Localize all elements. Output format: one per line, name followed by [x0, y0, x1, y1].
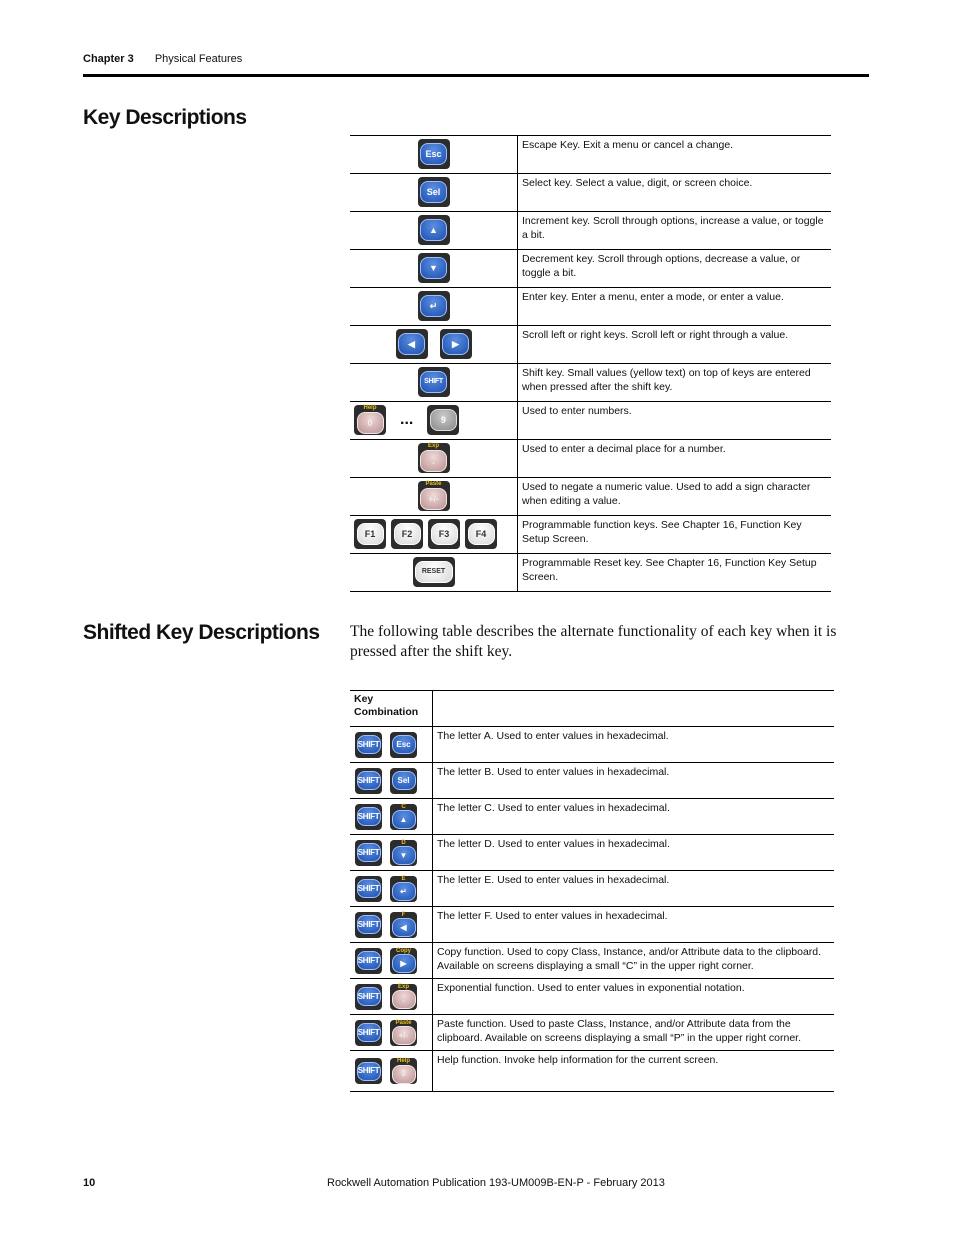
description-cell: Used to enter numbers.	[518, 402, 832, 440]
f2-key-icon: F2	[391, 519, 423, 549]
shift-key-icon: SHIFT	[355, 984, 382, 1010]
plus-minus-key-icon: Paste +/-	[390, 1020, 417, 1046]
table-row	[350, 799, 834, 835]
description-cell: Copy function. Used to copy Class, Instance, and/or Attribute data to the clipboard. Available on screens displaying a small “C” in the upper right corner.	[433, 943, 835, 979]
table-row	[350, 440, 831, 478]
shift-key-icon: SHIFT	[355, 768, 382, 794]
publication-footer: Rockwell Automation Publication 193-UM009B-EN-P - February 2013	[327, 1177, 665, 1189]
intro-paragraph: The following table describes the alternate functionality of each key when it is pressed after the shift key.	[350, 623, 837, 660]
table-row	[350, 212, 831, 250]
section-label: Physical Features	[154, 53, 243, 65]
sel-key-icon: Sel	[418, 177, 450, 207]
shift-key-icon: SHIFT	[355, 804, 382, 830]
table-row	[350, 288, 831, 326]
zero-key-icon: Help 0	[390, 1058, 417, 1084]
left-arrow-key-icon: ◀	[396, 329, 428, 359]
table-row	[350, 364, 831, 402]
running-header	[83, 53, 242, 65]
right-arrow-key-icon: Copy ▶	[390, 948, 417, 974]
sel-key-icon: Sel	[390, 768, 417, 794]
esc-key-icon: Esc	[390, 732, 417, 758]
right-arrow-key-icon: ▶	[440, 329, 472, 359]
table-row	[350, 478, 831, 516]
table-row	[350, 871, 834, 907]
description-cell: Programmable Reset key. See Chapter 16, Function Key Setup Screen.	[518, 554, 832, 592]
shift-key-icon: SHIFT	[355, 876, 382, 902]
table-row	[350, 554, 831, 592]
table-row	[350, 943, 834, 979]
shift-key-icon: SHIFT	[355, 1020, 382, 1046]
up-arrow-key-icon: ▲	[418, 215, 450, 245]
key-descriptions-table	[350, 135, 831, 592]
shift-key-icon: SHIFT	[355, 732, 382, 758]
description-cell: Paste function. Used to paste Class, Instance, and/or Attribute data from the clipboard. Available on screens displaying a small “P” in the upper right corner.	[433, 1015, 835, 1051]
description-cell: The letter E. Used to enter values in hexadecimal.	[433, 871, 835, 907]
down-arrow-key-icon: ▼	[418, 253, 450, 283]
table-row	[350, 1051, 834, 1092]
key-descriptions-heading: Key Descriptions	[83, 106, 247, 129]
table-row	[350, 174, 831, 212]
description-cell: The letter A. Used to enter values in hexadecimal.	[433, 727, 835, 763]
table-row	[350, 727, 834, 763]
description-cell: Decrement key. Scroll through options, decrease a value, or toggle a bit.	[518, 250, 832, 288]
page-number: 10	[83, 1177, 96, 1189]
description-cell: The letter F. Used to enter values in hexadecimal.	[433, 907, 835, 943]
description-cell: Programmable function keys. See Chapter 16, Function Key Setup Screen.	[518, 516, 832, 554]
table-row	[350, 136, 831, 174]
enter-key-icon: ↵	[418, 291, 450, 321]
zero-key-icon: Help 0	[354, 405, 386, 435]
plus-minus-key-icon: Paste +/-	[418, 481, 450, 511]
shifted-key-table	[350, 690, 834, 1092]
header-rule	[83, 74, 869, 77]
table-row	[350, 1015, 834, 1051]
shift-key-icon: SHIFT	[355, 948, 382, 974]
chapter-label: Chapter 3	[83, 53, 134, 65]
description-cell: Increment key. Scroll through options, increase a value, or toggle a bit.	[518, 212, 832, 250]
table-row	[350, 250, 831, 288]
description-cell: Help function. Invoke help information for the current screen.	[433, 1051, 835, 1092]
description-cell: The letter B. Used to enter values in hexadecimal.	[433, 763, 835, 799]
f1-key-icon: F1	[354, 519, 386, 549]
shift-key-icon: SHIFT	[355, 840, 382, 866]
ellipsis: ...	[400, 410, 414, 428]
description-cell: Enter key. Enter a menu, enter a mode, or enter a value.	[518, 288, 832, 326]
table-row	[350, 763, 834, 799]
f3-key-icon: F3	[428, 519, 460, 549]
esc-key-icon: Esc	[418, 139, 450, 169]
table-row	[350, 516, 831, 554]
shift-key-icon: SHIFT	[355, 912, 382, 938]
decimal-key-icon: Exp .	[390, 984, 417, 1010]
description-cell: The letter D. Used to enter values in hexadecimal.	[433, 835, 835, 871]
left-arrow-key-icon: F ◀	[390, 912, 417, 938]
reset-key-icon: RESET	[413, 557, 455, 587]
description-cell: The letter C. Used to enter values in hexadecimal.	[433, 799, 835, 835]
table-row	[350, 326, 831, 364]
description-cell: Select key. Select a value, digit, or screen choice.	[518, 174, 832, 212]
description-cell: Escape Key. Exit a menu or cancel a change.	[518, 136, 832, 174]
f4-key-icon: F4	[465, 519, 497, 549]
table-header-row	[350, 691, 834, 727]
key-combination-header: Key Combination	[350, 691, 433, 727]
table-row	[350, 979, 834, 1015]
table-row	[350, 835, 834, 871]
description-cell: Scroll left or right keys. Scroll left or right through a value.	[518, 326, 832, 364]
shifted-key-descriptions-heading: Shifted Key Descriptions	[83, 621, 320, 644]
up-arrow-key-icon: C ▲	[390, 804, 417, 830]
table-row	[350, 907, 834, 943]
down-arrow-key-icon: D ▼	[390, 840, 417, 866]
shift-key-icon: SHIFT	[355, 1058, 382, 1084]
enter-key-icon: E ↵	[390, 876, 417, 902]
shift-key-icon: SHIFT	[418, 367, 450, 397]
description-cell: Exponential function. Used to enter values in exponential notation.	[433, 979, 835, 1015]
description-cell: Shift key. Small values (yellow text) on top of keys are entered when pressed after the shift key.	[518, 364, 832, 402]
table-row	[350, 402, 831, 440]
description-cell: Used to negate a numeric value. Used to add a sign character when editing a value.	[518, 478, 832, 516]
nine-key-icon: 9	[427, 405, 459, 435]
description-cell: Used to enter a decimal place for a number.	[518, 440, 832, 478]
decimal-key-icon: Exp .	[418, 443, 450, 473]
